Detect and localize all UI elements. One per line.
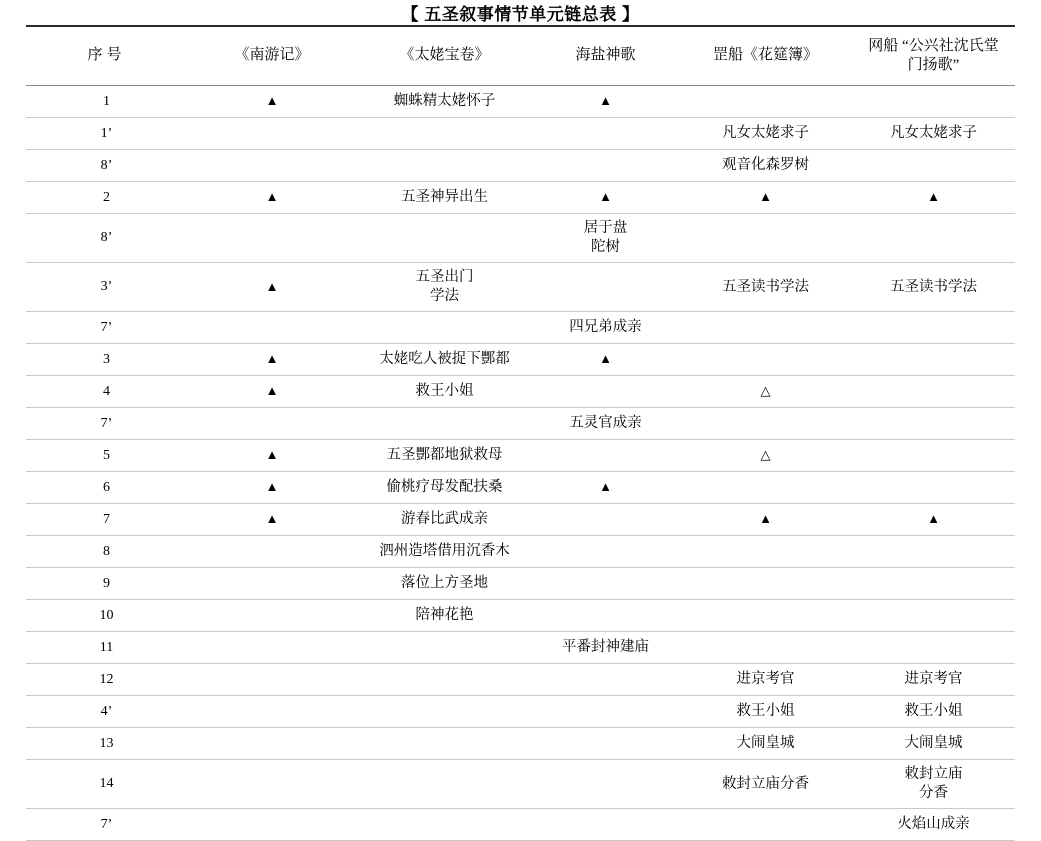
row-sequence-number: 13: [26, 728, 187, 760]
row-sequence-number: 8: [26, 536, 187, 568]
table-row: [26, 376, 1015, 408]
table-row: [26, 214, 1015, 263]
table-cell-empty: [357, 728, 532, 760]
row-sequence-number: 6: [26, 472, 187, 504]
table-row: [26, 632, 1015, 664]
column-header-nanyouji: 《南游记》: [187, 26, 357, 86]
table-cell: [852, 760, 1015, 809]
table-cell: [852, 504, 1015, 536]
column-header-taimubaojuan: 《太姥宝卷》: [357, 26, 532, 86]
table-cell: 五圣酆都地狱救母: [357, 440, 532, 472]
filled-triangle-icon: ▲: [599, 93, 612, 109]
table-cell: 观音化森罗树: [679, 150, 852, 182]
table-cell: 火焰山成亲: [852, 809, 1015, 841]
table-cell: [679, 182, 852, 214]
table-row: [26, 150, 1015, 182]
table-cell-empty: [852, 214, 1015, 263]
column-header-wangchuan-line2: 门扬歌”: [907, 57, 960, 73]
column-header-haiyanshenge: 海盐神歌: [532, 26, 679, 86]
title-row: [26, 0, 1015, 25]
table-cell: [187, 86, 357, 118]
table-cell: 五灵官成亲: [532, 408, 679, 440]
table-cell: 四兄弟成亲: [532, 312, 679, 344]
table-row: [26, 536, 1015, 568]
row-sequence-number: 4’: [26, 696, 187, 728]
table-cell: [852, 182, 1015, 214]
table-row: [26, 504, 1015, 536]
table-cell-empty: [532, 263, 679, 312]
table-cell: 救王小姐: [357, 376, 532, 408]
table-cell: [679, 376, 852, 408]
table-cell-empty: [679, 344, 852, 376]
cell-text-line: 学法: [430, 288, 459, 304]
table-cell-empty: [532, 440, 679, 472]
filled-triangle-icon: ▲: [927, 511, 940, 527]
table-cell-empty: [852, 568, 1015, 600]
table-cell-empty: [679, 214, 852, 263]
table-cell-empty: [187, 760, 357, 809]
cell-text-line: 敕封立庙: [904, 766, 963, 783]
table-cell-empty: [532, 118, 679, 150]
table-cell-empty: [187, 408, 357, 440]
filled-triangle-icon: ▲: [265, 383, 279, 399]
table-cell: 五圣读书学法: [679, 263, 852, 312]
filled-triangle-icon: ▲: [265, 278, 279, 294]
table-cell-empty: [852, 632, 1015, 664]
table-cell-empty: [532, 150, 679, 182]
table-cell-empty: [187, 728, 357, 760]
table-row: [26, 182, 1015, 214]
table-row: [26, 344, 1015, 376]
row-sequence-number: 8’: [26, 150, 187, 182]
table-cell-empty: [187, 214, 357, 263]
table-cell-empty: [852, 376, 1015, 408]
table-cell: 凡女太姥求子: [679, 118, 852, 150]
cell-text-line: 五圣出门: [415, 269, 474, 286]
filled-triangle-icon: ▲: [759, 189, 772, 205]
hollow-triangle-icon: △: [760, 447, 771, 463]
table-cell: 五圣神异出生: [357, 182, 532, 214]
table-cell: 救王小姐: [852, 696, 1015, 728]
table-row: [26, 86, 1015, 118]
table-cell-empty: [679, 86, 852, 118]
table-cell: 五圣读书学法: [852, 263, 1015, 312]
table-row: [26, 664, 1015, 696]
table-cell-empty: [357, 118, 532, 150]
table-cell-empty: [532, 664, 679, 696]
row-sequence-number: 7: [26, 504, 187, 536]
cell-text-line: 分香: [919, 785, 948, 801]
table-cell-empty: [187, 536, 357, 568]
table-cell-empty: [187, 600, 357, 632]
table-cell: [187, 263, 357, 312]
table-body: [26, 86, 1015, 841]
table-row: [26, 809, 1015, 841]
table-cell: 敕封立庙分香: [679, 760, 852, 809]
row-sequence-number: 7’: [26, 408, 187, 440]
table-cell-empty: [187, 118, 357, 150]
table-cell: [532, 472, 679, 504]
column-header-wangchuan: [852, 26, 1015, 86]
table-cell-empty: [357, 408, 532, 440]
table-cell: 进京考官: [679, 664, 852, 696]
table-cell-empty: [357, 214, 532, 263]
cell-text-line: 陀树: [591, 239, 620, 255]
table-cell-empty: [679, 472, 852, 504]
table-cell-empty: [852, 312, 1015, 344]
column-header-huayanbu: 罡船《花筵簿》: [679, 26, 852, 86]
table-cell-empty: [187, 809, 357, 841]
table-cell-empty: [357, 632, 532, 664]
column-header-wangchuan-line1: 网船 “公兴社沈氏堂: [868, 37, 999, 54]
table-cell-empty: [532, 809, 679, 841]
filled-triangle-icon: ▲: [265, 479, 279, 495]
table-cell-empty: [679, 536, 852, 568]
row-sequence-number: 3’: [26, 263, 187, 312]
table-cell-empty: [532, 728, 679, 760]
table-cell: [357, 263, 532, 312]
row-sequence-number: 1: [26, 86, 187, 118]
filled-triangle-icon: ▲: [265, 351, 279, 367]
row-sequence-number: 7’: [26, 809, 187, 841]
filled-triangle-icon: ▲: [265, 189, 279, 205]
table-cell: 大闹皇城: [679, 728, 852, 760]
table-cell-empty: [532, 696, 679, 728]
table-cell: [532, 344, 679, 376]
table-cell-empty: [679, 809, 852, 841]
table-cell-empty: [679, 312, 852, 344]
row-sequence-number: 10: [26, 600, 187, 632]
table-cell-empty: [532, 376, 679, 408]
filled-triangle-icon: ▲: [265, 511, 279, 527]
table-head: [26, 26, 1015, 86]
table-cell-empty: [357, 760, 532, 809]
filled-triangle-icon: ▲: [265, 447, 279, 463]
table-cell-empty: [679, 408, 852, 440]
table-row: [26, 118, 1015, 150]
filled-triangle-icon: ▲: [265, 93, 279, 109]
table-cell: 凡女太姥求子: [852, 118, 1015, 150]
table-cell-empty: [357, 696, 532, 728]
table-cell: [187, 440, 357, 472]
table-cell-empty: [852, 472, 1015, 504]
table-cell-empty: [532, 600, 679, 632]
table-cell-empty: [187, 664, 357, 696]
filled-triangle-icon: ▲: [759, 511, 772, 527]
table-row: [26, 408, 1015, 440]
filled-triangle-icon: ▲: [599, 351, 612, 367]
table-cell-empty: [187, 696, 357, 728]
filled-triangle-icon: ▲: [599, 479, 612, 495]
row-sequence-number: 9: [26, 568, 187, 600]
row-sequence-number: 1’: [26, 118, 187, 150]
table-cell: [532, 214, 679, 263]
table-cell-empty: [852, 536, 1015, 568]
table-cell-empty: [852, 344, 1015, 376]
table-cell-empty: [532, 504, 679, 536]
row-sequence-number: 14: [26, 760, 187, 809]
table-cell-empty: [532, 568, 679, 600]
filled-triangle-icon: ▲: [927, 189, 940, 205]
table-row: [26, 600, 1015, 632]
table-cell: 陪神花艳: [357, 600, 532, 632]
table-cell: 太姥吃人被捉下酆都: [357, 344, 532, 376]
table-cell: 偷桃疗母发配扶桑: [357, 472, 532, 504]
table-cell: 救王小姐: [679, 696, 852, 728]
table-cell: 游春比武成亲: [357, 504, 532, 536]
row-sequence-number: 8’: [26, 214, 187, 263]
table-cell: 大闹皇城: [852, 728, 1015, 760]
table-cell: 泗州造塔借用沉香木: [357, 536, 532, 568]
row-sequence-number: 2: [26, 182, 187, 214]
table-cell-empty: [852, 150, 1015, 182]
table-cell: [532, 86, 679, 118]
table-cell: 落位上方圣地: [357, 568, 532, 600]
table-cell-empty: [852, 600, 1015, 632]
table-cell-empty: [357, 312, 532, 344]
table-cell-empty: [679, 600, 852, 632]
narrative-unit-chain-table: [26, 25, 1015, 841]
row-sequence-number: 4: [26, 376, 187, 408]
column-header-seq: 序号: [26, 26, 187, 86]
row-sequence-number: 7’: [26, 312, 187, 344]
table-row: [26, 728, 1015, 760]
table-cell-empty: [532, 536, 679, 568]
table-cell-empty: [187, 568, 357, 600]
table-cell-empty: [357, 150, 532, 182]
table-cell: [187, 472, 357, 504]
table-cell-empty: [679, 568, 852, 600]
table-cell-empty: [187, 150, 357, 182]
table-cell: 平番封神建庙: [532, 632, 679, 664]
table-cell-empty: [852, 408, 1015, 440]
row-sequence-number: 5: [26, 440, 187, 472]
table-cell-empty: [357, 664, 532, 696]
table-row: [26, 263, 1015, 312]
table-cell: 蜘蛛精太姥怀子: [357, 86, 532, 118]
table-cell: [187, 504, 357, 536]
table-cell: [679, 504, 852, 536]
table-row: [26, 568, 1015, 600]
table-cell-empty: [187, 312, 357, 344]
table-row: [26, 312, 1015, 344]
table-cell: [679, 440, 852, 472]
table-cell: 进京考官: [852, 664, 1015, 696]
table-cell-empty: [187, 632, 357, 664]
filled-triangle-icon: ▲: [599, 189, 612, 205]
table-cell-empty: [852, 440, 1015, 472]
table-cell: [532, 182, 679, 214]
cell-text-line: 居于盘: [583, 220, 628, 237]
page-title: 【 五圣叙事情节单元链总表 】: [401, 5, 640, 24]
table-cell: [187, 344, 357, 376]
row-sequence-number: 11: [26, 632, 187, 664]
row-sequence-number: 3: [26, 344, 187, 376]
table-cell: [187, 182, 357, 214]
table-cell-empty: [679, 632, 852, 664]
table-row: [26, 760, 1015, 809]
table-cell-empty: [532, 760, 679, 809]
table-cell: [187, 376, 357, 408]
table-row: [26, 472, 1015, 504]
table-cell-empty: [852, 86, 1015, 118]
table-cell-empty: [357, 809, 532, 841]
hollow-triangle-icon: △: [760, 383, 771, 399]
row-sequence-number: 12: [26, 664, 187, 696]
table-header-row: [26, 26, 1015, 86]
table-row: [26, 440, 1015, 472]
table-row: [26, 696, 1015, 728]
